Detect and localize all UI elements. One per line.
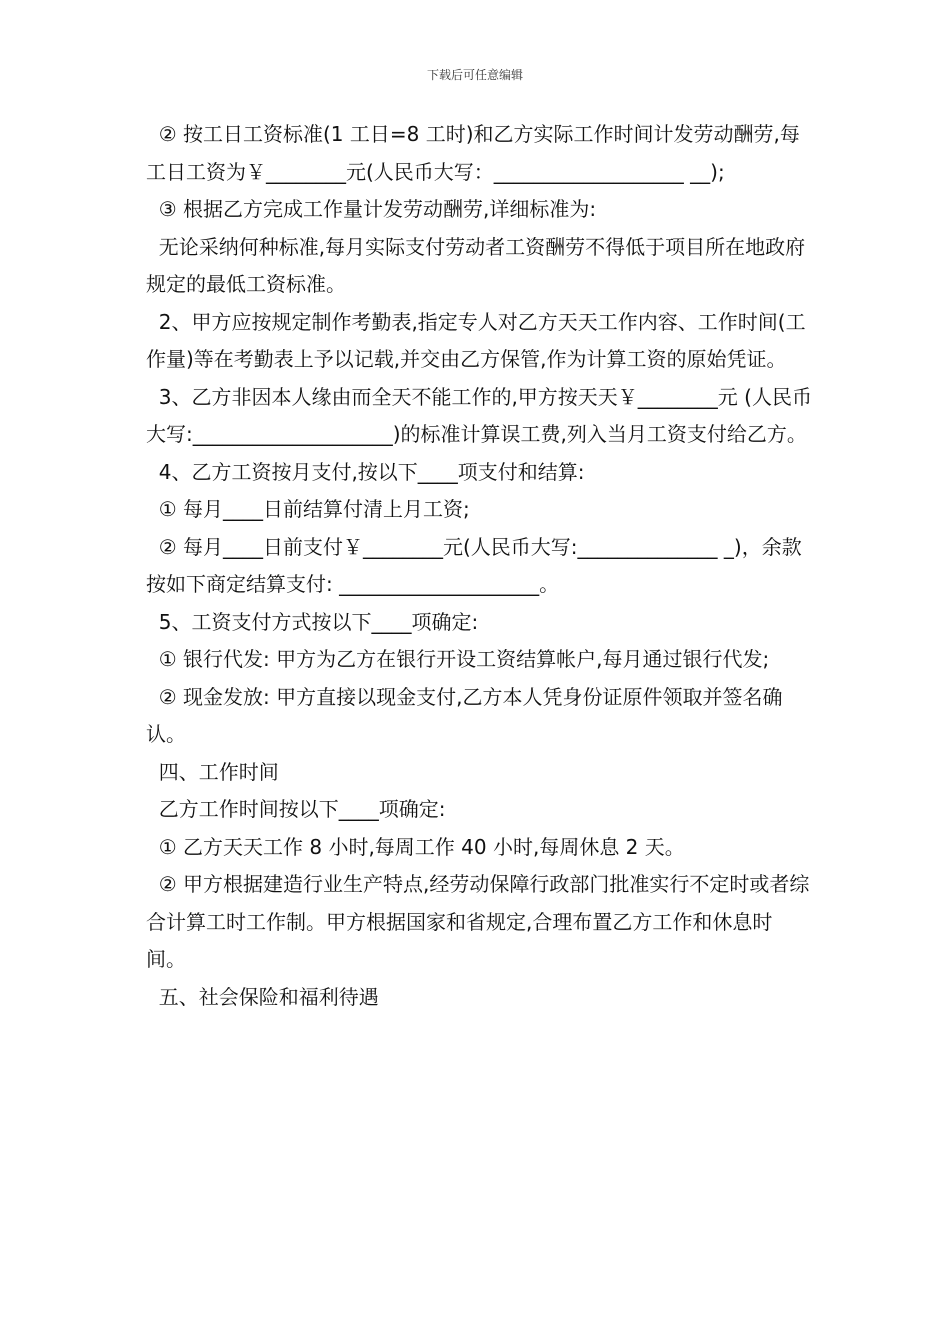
section-heading-social-insurance: 五、社会保险和福利待遇 — [146, 984, 379, 1009]
paragraph-flexible-hours: ② 甲方根据建造行业生产特点,经劳动保障行政部门批准实行不定时或者综合计算工时工作制。甲方根据国家和省规定,合理布置乙方工作和休息时间。 — [146, 872, 810, 971]
paragraph-payment-method: 5、工资支付方式按以下____项确定: — [146, 609, 479, 634]
paragraph-wage-by-workday: ② 按工日工资标准(1 工日=8 工时)和乙方实际工作时间计发劳动酬劳,每工日工资为￥________元(人民币大写：___________________ __); — [146, 122, 800, 184]
section-heading-working-hours: 四、工作时间 — [146, 759, 279, 784]
paragraph-minimum-wage: 无论采纳何种标准,每月实际支付劳动者工资酬劳不得低于项目所在地政府规定的最低工资标准。 — [146, 234, 806, 296]
paragraph-settle-last-month: ① 每月____日前结算付清上月工资; — [146, 497, 470, 521]
paragraph-monthly-payment: 4、乙方工资按月支付,按以下____项支付和结算: — [146, 459, 585, 484]
paragraph-attendance-sheet: 2、甲方应按规定制作考勤表,指定专人对乙方天天工作内容、工作时间(工作量)等在考勤表上予以记载,并交由乙方保管,作为计算工资的原始凭证。 — [146, 309, 806, 371]
document-body — [146, 116, 812, 1016]
paragraph-bank-payment: ① 银行代发: 甲方为乙方在银行开设工资结算帐户,每月通过银行代发; — [146, 647, 770, 671]
paragraph-cash-payment: ② 现金发放: 甲方直接以现金支付,乙方本人凭身份证原件领取并签名确认。 — [146, 684, 783, 746]
paragraph-working-hours-option: 乙方工作时间按以下____项确定: — [146, 797, 446, 821]
paragraph-standard-hours: ① 乙方天天工作 8 小时,每周工作 40 小时,每周休息 2 天。 — [146, 834, 685, 859]
page-header-note: 下载后可任意编辑 — [426, 68, 523, 82]
paragraph-advance-payment: ② 每月____日前支付￥________元(人民币大写:______________ _)，余款按如下商定结算支付: ____________________。 — [146, 534, 802, 596]
paragraph-wage-by-workload: ③ 根据乙方完成工作量计发劳动酬劳,详细标准为: — [146, 197, 597, 221]
paragraph-lost-work-pay: 3、乙方非因本人缘由而全天不能工作的,甲方按天天￥________元 (人民币大写:____________________)的标准计算误工费,列入当月工资支付给乙方。 — [146, 384, 812, 446]
